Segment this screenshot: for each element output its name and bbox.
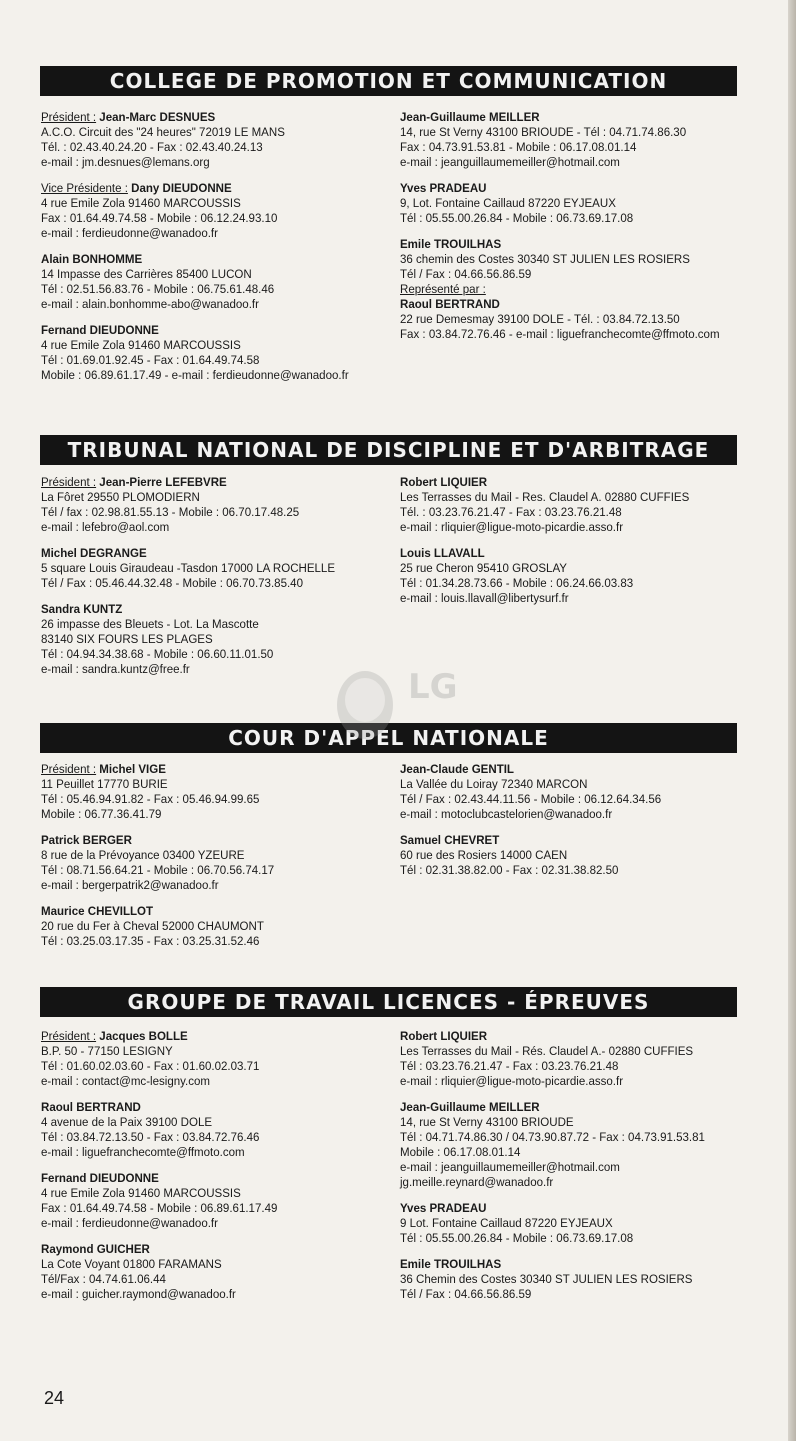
contact-heading	[400, 1029, 744, 1044]
contact-entry	[41, 546, 376, 591]
contact-heading	[400, 762, 744, 777]
contact-name: Jean-Pierre LEFEBVRE	[99, 475, 227, 489]
contact-detail-line: 11 Peuillet 17770 BURIE	[41, 777, 168, 791]
contact-entry	[400, 833, 744, 878]
contact-name: Maurice CHEVILLOT	[41, 904, 154, 918]
contact-entry	[400, 110, 744, 170]
section-header-cour-appel: COUR D'APPEL NATIONALE	[40, 723, 737, 753]
contact-entry	[41, 762, 376, 822]
contact-detail-line: Tél / Fax : 02.43.44.11.56 - Mobile : 06.12.64.34.56	[400, 792, 662, 806]
contact-detail-line: Tél : 08.71.56.64.21 - Mobile : 06.70.56.74.17	[41, 863, 275, 877]
contact-detail-line: Tél/Fax : 04.74.61.06.44	[41, 1272, 166, 1286]
section-cour-appel-right-column	[400, 762, 744, 889]
contact-entry	[41, 1029, 376, 1089]
contact-detail-line: Tél : 05.46.94.91.82 - Fax : 05.46.94.99.65	[41, 792, 260, 806]
contact-entry	[400, 475, 744, 535]
contact-heading	[41, 1242, 376, 1257]
contact-heading	[400, 1100, 744, 1115]
section-header-promotion: COLLEGE DE PROMOTION ET COMMUNICATION	[40, 66, 737, 96]
contact-detail-line: Fax : 04.73.91.53.81 - Mobile : 06.17.08.01.14	[400, 140, 637, 154]
contact-heading	[41, 833, 376, 848]
contact-entry	[41, 1171, 376, 1231]
contact-role: Président :	[41, 475, 97, 489]
contact-entry	[41, 110, 376, 170]
section-header-licences: GROUPE DE TRAVAIL LICENCES - ÉPREUVES	[40, 987, 737, 1017]
contact-detail-line: e-mail : liguefranchecomte@ffmoto.com	[41, 1145, 245, 1159]
contact-detail-line: jg.meille.reynard@wanadoo.fr	[400, 1175, 554, 1189]
contact-entry	[400, 181, 744, 226]
contact-detail-line: e-mail : ferdieudonne@wanadoo.fr	[41, 226, 218, 240]
contact-detail-line: 4 rue Emile Zola 91460 MARCOUSSIS	[41, 338, 241, 352]
contact-heading	[400, 237, 744, 252]
contact-detail-line: 83140 SIX FOURS LES PLAGES	[41, 632, 213, 646]
contact-role: Président :	[41, 110, 97, 124]
contact-name: Robert LIQUIER	[400, 475, 488, 489]
contact-detail-line: 26 impasse des Bleuets - Lot. La Mascotte	[41, 617, 259, 631]
contact-detail-line: Tél : 03.25.03.17.35 - Fax : 03.25.31.52.46	[41, 934, 260, 948]
contact-detail-line: e-mail : bergerpatrik2@wanadoo.fr	[41, 878, 219, 892]
section-cour-appel-left-column	[41, 762, 376, 960]
contact-heading	[400, 1201, 744, 1216]
page-edge	[788, 0, 796, 1441]
contact-heading	[41, 904, 376, 919]
contact-name: Sandra KUNTZ	[41, 602, 123, 616]
contact-heading	[400, 546, 744, 561]
contact-entry	[41, 475, 376, 535]
section-tribunal-left-column	[41, 475, 376, 688]
contact-name: Patrick BERGER	[41, 833, 132, 847]
contact-detail-line: Mobile : 06.17.08.01.14	[400, 1145, 521, 1159]
watermark-text: LG	[408, 667, 458, 707]
contact-detail-line: Tél : 03.23.76.21.47 - Fax : 03.23.76.21.48	[400, 1059, 619, 1073]
contact-detail-line: e-mail : rliquier@ligue-moto-picardie.asso.fr	[400, 520, 624, 534]
contact-heading	[41, 1100, 376, 1115]
contact-detail-line: Tél / Fax : 05.46.44.32.48 - Mobile : 06.70.73.85.40	[41, 576, 304, 590]
contact-detail-line: e-mail : guicher.raymond@wanadoo.fr	[41, 1287, 236, 1301]
contact-name: Robert LIQUIER	[400, 1029, 488, 1043]
section-tribunal-right-column	[400, 475, 744, 617]
contact-entry	[400, 762, 744, 822]
contact-detail-line: Tél : 04.71.74.86.30 / 04.73.90.87.72 - Fax : 04.73.91.53.81	[400, 1130, 705, 1144]
contact-detail-line: 4 rue Emile Zola 91460 MARCOUSSIS	[41, 1186, 241, 1200]
contact-entry	[41, 1100, 376, 1160]
contact-role: Vice Présidente :	[41, 181, 128, 195]
contact-detail-line: e-mail : jeanguillaumemeiller@hotmail.com	[400, 1160, 620, 1174]
contact-detail-line: 14, rue St Verny 43100 BRIOUDE	[400, 1115, 574, 1129]
contact-entry	[400, 1100, 744, 1190]
contact-detail-line: B.P. 50 - 77150 LESIGNY	[41, 1044, 173, 1058]
contact-heading	[400, 475, 744, 490]
contact-detail-line: La Vallée du Loiray 72340 MARCON	[400, 777, 588, 791]
contact-detail-line: Tél : 05.55.00.26.84 - Mobile : 06.73.69.17.08	[400, 211, 634, 225]
contact-entry	[400, 1201, 744, 1246]
contact-detail-line: Tél : 01.60.02.03.60 - Fax : 01.60.02.03.71	[41, 1059, 260, 1073]
contact-entry	[41, 904, 376, 949]
contact-heading	[41, 475, 376, 490]
contact-name: Jean-Guillaume MEILLER	[400, 1100, 540, 1114]
contact-name: Dany DIEUDONNE	[131, 181, 232, 195]
section-promotion-right-column	[400, 110, 744, 353]
contact-detail-line: 14 Impasse des Carrières 85400 LUCON	[41, 267, 252, 281]
contact-heading	[41, 323, 376, 338]
contact-detail-line: Fax : 01.64.49.74.58 - Mobile : 06.89.61.17.49	[41, 1201, 278, 1215]
contact-detail-line: Tél : 03.84.72.13.50 - Fax : 03.84.72.76.46	[41, 1130, 260, 1144]
contact-name: Jean-Marc DESNUES	[99, 110, 216, 124]
contact-heading	[41, 110, 376, 125]
contact-heading	[400, 1257, 744, 1272]
contact-detail-line: Les Terrasses du Mail - Rés. Claudel A.- 02880 CUFFIES	[400, 1044, 694, 1058]
contact-detail-line: Tél. : 02.43.40.24.20 - Fax : 02.43.40.24.13	[41, 140, 263, 154]
contact-entry	[41, 181, 376, 241]
contact-name: Yves PRADEAU	[400, 181, 487, 195]
contact-detail-line: Tél : 02.31.38.82.00 - Fax : 02.31.38.82.50	[400, 863, 619, 877]
contact-name: Jacques BOLLE	[99, 1029, 188, 1043]
section-licences-right-column	[400, 1029, 744, 1313]
contact-detail-line: Fax : 01.64.49.74.58 - Mobile : 06.12.24.93.10	[41, 211, 278, 225]
contact-name: Michel DEGRANGE	[41, 546, 147, 560]
contact-entry	[41, 833, 376, 893]
section-licences-left-column	[41, 1029, 376, 1313]
contact-detail-line: e-mail : motoclubcastelorien@wanadoo.fr	[400, 807, 613, 821]
contact-detail-line: e-mail : jm.desnues@lemans.org	[41, 155, 210, 169]
contact-detail-line: Mobile : 06.89.61.17.49 - e-mail : ferdieudonne@wanadoo.fr	[41, 368, 349, 382]
contact-detail-line: 5 square Louis Giraudeau -Tasdon 17000 LA ROCHELLE	[41, 561, 336, 575]
contact-role: Président :	[41, 1029, 97, 1043]
contact-heading	[41, 181, 376, 196]
contact-detail-line: e-mail : lefebro@aol.com	[41, 520, 170, 534]
contact-heading	[41, 602, 376, 617]
contact-detail-line: Mobile : 06.77.36.41.79	[41, 807, 162, 821]
contact-name: Alain BONHOMME	[41, 252, 143, 266]
contact-entry	[41, 1242, 376, 1302]
contact-name: Emile TROUILHAS	[400, 237, 502, 251]
section-promotion-left-column	[41, 110, 376, 394]
contact-name: Raoul BERTRAND	[41, 1100, 141, 1114]
contact-heading	[400, 833, 744, 848]
contact-name: Jean-Claude GENTIL	[400, 762, 514, 776]
contact-detail-line: Les Terrasses du Mail - Res. Claudel A. 02880 CUFFIES	[400, 490, 690, 504]
contact-detail-line: 9, Lot. Fontaine Caillaud 87220 EYJEAUX	[400, 196, 616, 210]
contact-detail-line: Tél / Fax : 04.66.56.86.59	[400, 1287, 532, 1301]
contact-heading	[41, 1171, 376, 1186]
contact-role: Président :	[41, 762, 97, 776]
contact-detail-line: Tél : 01.34.28.73.66 - Mobile : 06.24.66.03.83	[400, 576, 634, 590]
contact-detail-line: e-mail : jeanguillaumemeiller@hotmail.com	[400, 155, 620, 169]
contact-heading	[41, 762, 376, 777]
contact-detail-line: 14, rue St Verny 43100 BRIOUDE - Tél : 04.71.74.86.30	[400, 125, 687, 139]
contact-heading	[400, 110, 744, 125]
contact-detail-line: Tél : 02.51.56.83.76 - Mobile : 06.75.61.48.46	[41, 282, 275, 296]
contact-detail-line: 36 chemin des Costes 30340 ST JULIEN LES ROSIERS	[400, 252, 690, 266]
contact-detail-line: 25 rue Cheron 95410 GROSLAY	[400, 561, 567, 575]
contact-entry	[400, 1029, 744, 1089]
contact-detail-line: e-mail : rliquier@ligue-moto-picardie.asso.fr	[400, 1074, 624, 1088]
contact-detail-line: e-mail : louis.llavall@libertysurf.fr	[400, 591, 569, 605]
contact-detail-line: 9 Lot. Fontaine Caillaud 87220 EYJEAUX	[400, 1216, 613, 1230]
contact-detail-line: Tél : 01.69.01.92.45 - Fax : 01.64.49.74.58	[41, 353, 260, 367]
contact-name: Raymond GUICHER	[41, 1242, 150, 1256]
contact-detail-line: e-mail : contact@mc-lesigny.com	[41, 1074, 211, 1088]
contact-name: Louis LLAVALL	[400, 546, 485, 560]
contact-entry	[400, 546, 744, 606]
contact-name: Yves PRADEAU	[400, 1201, 487, 1215]
contact-detail-line: 36 Chemin des Costes 30340 ST JULIEN LES ROSIERS	[400, 1272, 693, 1286]
contact-detail-line: 4 rue Emile Zola 91460 MARCOUSSIS	[41, 196, 241, 210]
representative-name: Raoul BERTRAND	[400, 297, 500, 311]
contact-detail-line: 20 rue du Fer à Cheval 52000 CHAUMONT	[41, 919, 264, 933]
contact-heading	[400, 181, 744, 196]
contact-name: Fernand DIEUDONNE	[41, 323, 159, 337]
representative-detail-line: 22 rue Demesmay 39100 DOLE - Tél. : 03.84.72.13.50	[400, 312, 680, 326]
contact-heading	[41, 1029, 376, 1044]
contact-detail-line: 4 avenue de la Paix 39100 DOLE	[41, 1115, 213, 1129]
contact-detail-line: 60 rue des Rosiers 14000 CAEN	[400, 848, 568, 862]
contact-name: Emile TROUILHAS	[400, 1257, 502, 1271]
contact-entry	[400, 1257, 744, 1302]
contact-name: Samuel CHEVRET	[400, 833, 500, 847]
contact-entry	[400, 237, 744, 342]
contact-detail-line: e-mail : sandra.kuntz@free.fr	[41, 662, 190, 676]
contact-name: Jean-Guillaume MEILLER	[400, 110, 540, 124]
contact-heading	[41, 252, 376, 267]
contact-detail-line: e-mail : alain.bonhomme-abo@wanadoo.fr	[41, 297, 259, 311]
contact-detail-line: A.C.O. Circuit des "24 heures" 72019 LE MANS	[41, 125, 285, 139]
contact-detail-line: Tél : 05.55.00.26.84 - Mobile : 06.73.69.17.08	[400, 1231, 634, 1245]
contact-name: Fernand DIEUDONNE	[41, 1171, 159, 1185]
page-number: 24	[44, 1388, 65, 1408]
contact-detail-line: Tél / fax : 02.98.81.55.13 - Mobile : 06.70.17.48.25	[41, 505, 300, 519]
contact-entry	[41, 602, 376, 677]
contact-detail-line: 8 rue de la Prévoyance 03400 YZEURE	[41, 848, 245, 862]
contact-detail-line: Tél / Fax : 04.66.56.86.59	[400, 267, 532, 281]
contact-entry	[41, 252, 376, 312]
section-header-tribunal: TRIBUNAL NATIONAL DE DISCIPLINE ET D'ARBITRAGE	[40, 435, 737, 465]
contact-detail-line: e-mail : ferdieudonne@wanadoo.fr	[41, 1216, 218, 1230]
contact-detail-line: La Fôret 29550 PLOMODIERN	[41, 490, 200, 504]
contact-detail-line: La Cote Voyant 01800 FARAMANS	[41, 1257, 222, 1271]
representative-role: Représenté par :	[400, 282, 486, 296]
contact-entry	[41, 323, 376, 383]
contact-detail-line: Tél. : 03.23.76.21.47 - Fax : 03.23.76.21.48	[400, 505, 622, 519]
contact-name: Michel VIGE	[99, 762, 166, 776]
representative-detail-line: Fax : 03.84.72.76.46 - e-mail : liguefranchecomte@ffmoto.com	[400, 327, 720, 341]
contact-heading	[41, 546, 376, 561]
contact-detail-line: Tél : 04.94.34.38.68 - Mobile : 06.60.11.01.50	[41, 647, 274, 661]
